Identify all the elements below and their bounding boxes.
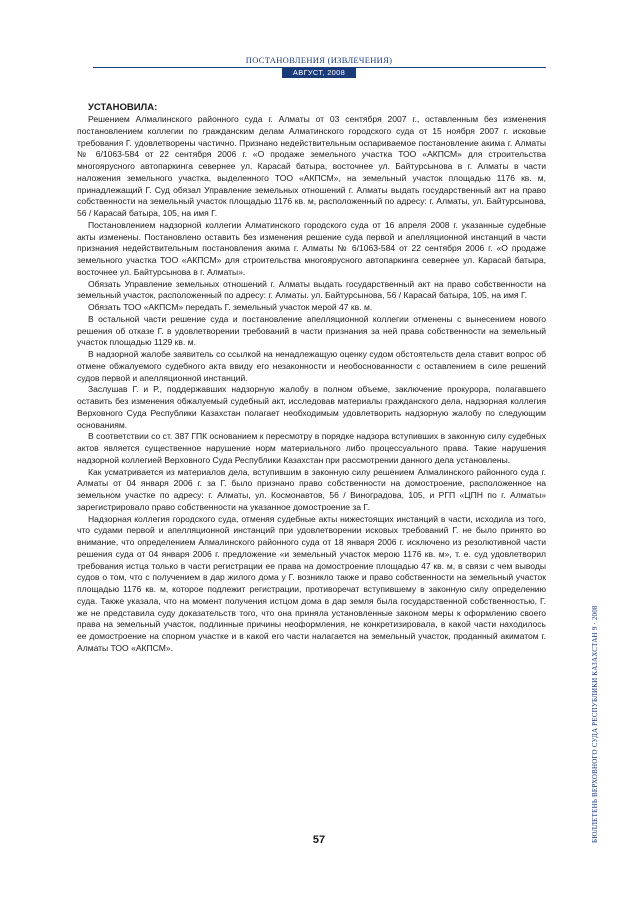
paragraph: Решением Алмалинского районного суда г. Алматы от 03 сентября 2007 г., оставленным без изменения постановлением коллегии по гражданским делам Алматинского городского суда от 15 ноября 2007 г. исковые требования Г. удовлетворены частично. Признано недействительным оспариваемое постановление акима г. Алматы № 6/1063-584 от 22 сентября 2006 г. «О продаже земельного участка ТОО «АКПСМ» для строительства многоярусного автопаркинга севернее ул. Карасай батыра, восточнее ул. Байтурсынова в г. Алматы в части наложения земельного участка, выделенного ТОО «АКПСМ», на земельный участок площадью 1176 кв. м, принадлежащий Г. Суд обязал Управление земельных отношений г. Алматы выдать государственный акт на право собственности на земельный участок площадью 1176 кв. м, расположенный по адресу: г. Алматы, ул. Байтурсынова, 56 / Карасай батыра, 105, на имя Г. [77, 114, 546, 218]
paragraph: Обязать Управление земельных отношений г. Алматы выдать государственный акт на право собственности на земельный участок, расположенный по адресу: г. Алматы. ул. Байтурсынова, 56 / Карасай батыра, 105, на имя Г. [77, 278, 546, 301]
journal-side-title: БЮЛЛЕТЕНЬ ВЕРХОВНОГО СУДА РЕСПУБЛИКИ КАЗАХСТАН 9 · 2008 [591, 605, 599, 843]
paragraph: Заслушав Г. и Р., поддержавших надзорную жалобу в полном объеме, заключение прокурора, полагавшего оставить без изменения обжалуемый судебный акт, исследовав материалы гражданского дела, надзорная коллегия Верховного Суда Республики Казахстан полагает необходимым удовлетворить надзорную жалобу по следующим основаниям. [77, 384, 546, 430]
ruling-heading: УСТАНОВИЛА: [88, 102, 158, 113]
paragraph: Обязать ТОО «АКПСМ» передать Г. земельный участок мерой 47 кв. м. [88, 302, 373, 312]
section-title: ПОСТАНОВЛЕНИЯ (ИЗВЛЕЧЕНИЯ) [245, 55, 393, 65]
issue-badge: АВГУСТ, 2008 [282, 68, 356, 78]
paragraph: Постановлением надзорной коллегии Алматинского городского суда от 16 апреля 2008 г. указанные судебные акты изменены. Постановлено оставить без изменения решение суда первой и апелляционной инстанций в части признания недействительным постановления акима г. Алматы № 6/1063-584 от 22 сентября 2006 г. «О продаже земельного участка ТОО «АКПСМ» для строительства многоярусного автопаркинга севернее ул. Карасай батыра, восточнее ул. Байтурсынова в г. Алматы». [77, 219, 546, 277]
paragraph: В соответствии со ст. 387 ГПК основанием к пересмотру в порядке надзора вступивших в законную силу судебных актов является существенное нарушение норм материального либо процессуального права. Такие нарушения надзорной коллегией Верховного Суда Республики Казахстан при рассмотрении данного дела установлены. [77, 431, 546, 465]
main-content [77, 102, 546, 655]
page-header [0, 55, 638, 66]
paragraph: Надзорная коллегия городского суда, отменяя судебные акты нижестоящих инстанций в части, исходила из того, что судами первой и апелляционной инстанций при удовлетворении исковых требований Г. не было принято во внимание, что определением Алмалинского районного суда от 18 января 2006 г. исключено из резолютивной части решения суда от 04 января 2006 г. предложение «и земельный участок мерою 1176 кв. м», т. е. суд удовлетворил требования истца только в части регистрации ее права на домостроение площадью 47 кв. м, в связи с чем выводы судов о том, что с получением в дар жилого дома у Г. возникло также и право собственности на земельный участок площадью 1176 кв. м, которое подлежит регистрации, противоречат вступившему в законную силу определению суда. Также указала, что на момент получения истцом дома в дар земля была государственной собственностью, Г. же не представила суду доказательств того, что она приняла установленные законом меры к оформлению своего права на земельный участок, подлинные причины неоформления, не конкретизировала, в какой части находилось ее домостроение на спорном участке и в какой его части налагается на земельный участок, проданный акиматом г. Алматы ТОО «АКПСМ». [77, 513, 546, 653]
paragraph: В остальной части решение суда и постановление апелляционной коллегии отменены с вынесением нового решения об отказе Г. в удовлетворении требований в части признания за ней права собственности на земельный участок площадью 1129 кв. м. [77, 313, 546, 348]
paragraph: Как усматривается из материалов дела, вступившим в законную силу решением Алмалинского районного суда г. Алматы от 04 января 2006 г. за Г. было признано право собственности на домостроение, расположенное на земельном участке по адресу: г. Алматы, ул. Космонавтов, 56 / Виноградова, 105, и РГП «ЦПН по г. Алматы» зарегистрировало право собственности на указанное домостроение за Г. [77, 466, 546, 512]
page-number: 57 [312, 834, 326, 846]
paragraph: В надзорной жалобе заявитель со ссылкой на ненадлежащую оценку судом обстоятельств дела ставит вопрос об отмене обжалуемого судебного акта ввиду его незаконности и необоснованности с оставлением в силе решений судов первой и апелляционной инстанций. [77, 349, 546, 383]
